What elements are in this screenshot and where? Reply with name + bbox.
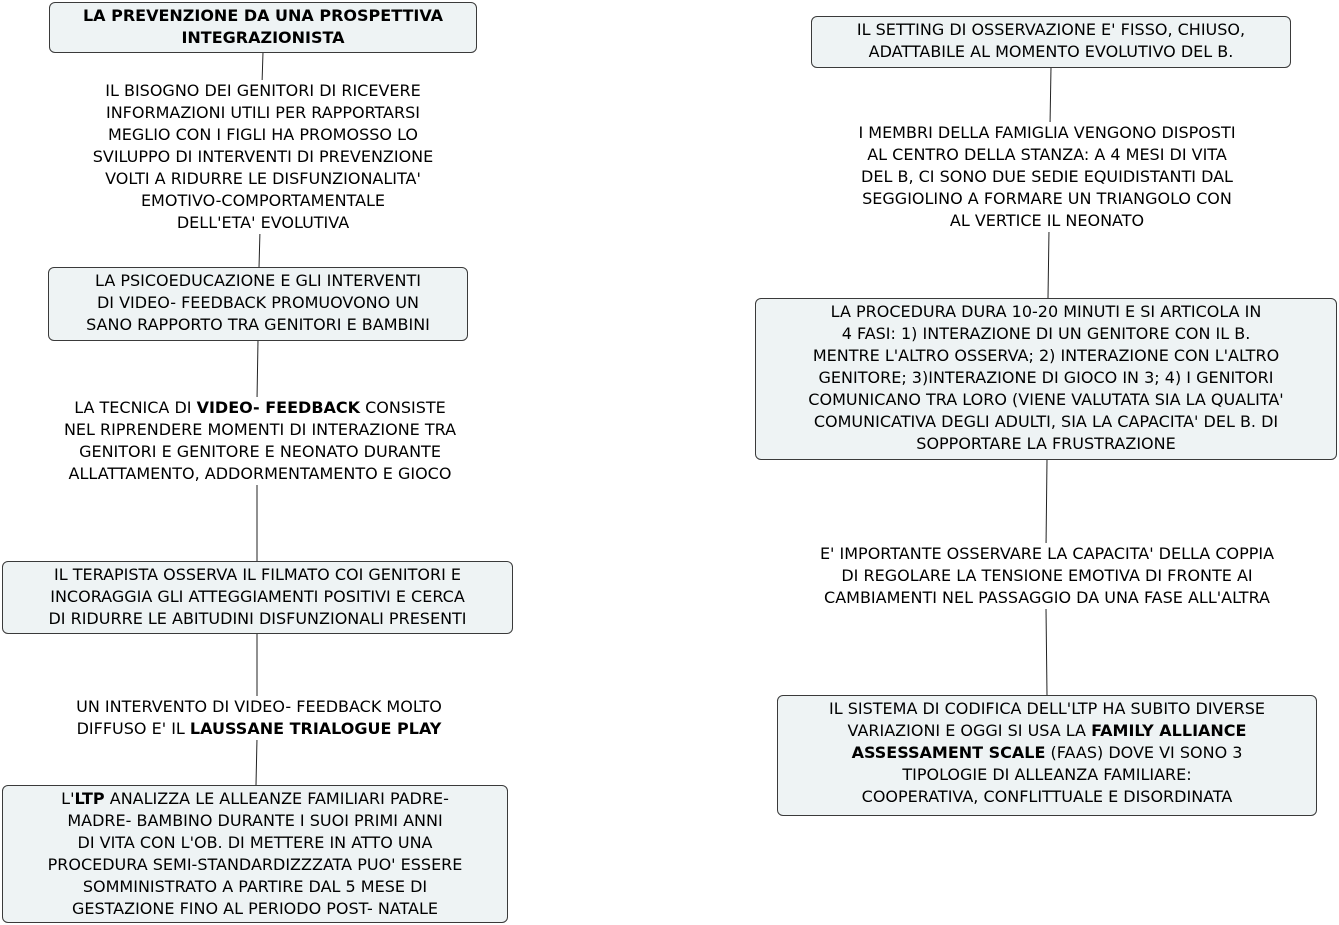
psychoeducation-node[interactable]: LA PSICOEDUCAZIONE E GLI INTERVENTI DI VIDEO- FEEDBACK PROMUOVONO UN SANO RAPPORTO TRA GENITORI E BAMBINI xyxy=(48,267,468,341)
ltp-intro-line-1: UN INTERVENTO DI VIDEO- FEEDBACK MOLTO xyxy=(76,697,442,716)
connector-line xyxy=(257,340,258,400)
connector-line xyxy=(1046,459,1047,548)
root-topic-line-2: INTEGRAZIONISTA xyxy=(181,28,345,47)
coding-line-3: ASSESSAMENT SCALE (FAAS) DOVE VI SONO 3 xyxy=(851,743,1243,762)
video-feedback-rest: NEL RIPRENDERE MOMENTI DI INTERAZIONE TRA GENITORI E GENITORE E NEONATO DURANTE ALLATTAMENTO, ADDORMENTAMENTO E GIOCO xyxy=(63,420,457,483)
coding-line-1: IL SISTEMA DI CODIFICA DELL'LTP HA SUBITO DIVERSE xyxy=(829,699,1265,718)
therapist-node[interactable]: IL TERAPISTA OSSERVA IL FILMATO COI GENITORI E INCORAGGIA GLI ATTEGGIAMENTI POSITIVI E CERCA DI RIDURRE LE ABITUDINI DISFUNZIONALI PRESENTI xyxy=(2,561,513,634)
ltp-acronym: LTP xyxy=(74,789,105,808)
faas-bold-2: ASSESSAMENT SCALE xyxy=(851,743,1046,762)
link-text-family-members: I MEMBRI DELLA FAMIGLIA VENGONO DISPOSTI AL CENTRO DELLA STANZA: A 4 MESI DI VITA DEL B, CI SONO DUE SEDIE EQUIDISTANTI DAL SEGGIOLINO A FORMARE UN TRIANGOLO CON AL VERTICE IL NEONATO xyxy=(810,122,1284,232)
connector-line xyxy=(259,230,260,268)
connector-line xyxy=(1046,608,1047,695)
coding-line-2: VARIAZIONI E OGGI SI USA LA FAMILY ALLIANCE xyxy=(847,721,1247,740)
coding-system-node[interactable] xyxy=(777,695,1317,816)
connector-line xyxy=(256,738,257,785)
ltp-intro-line-2: DIFFUSO E' IL LAUSSANE TRIALOGUE PLAY xyxy=(76,719,442,738)
video-feedback-line-1: LA TECNICA DI VIDEO- FEEDBACK CONSISTE xyxy=(74,398,446,417)
link-text-video-feedback xyxy=(18,397,502,485)
procedure-node[interactable]: LA PROCEDURA DURA 10-20 MINUTI E SI ARTICOLA IN 4 FASI: 1) INTERAZIONE DI UN GENITORE CON IL B. MENTRE L'ALTRO OSSERVA; 2) INTERAZIONE CON L'ALTRO GENITORE; 3)INTERAZIONE DI GIOCO IN 3; 4) I GENITORI COMUNICANO TRA LORO (VIENE VALUTATA SIA LA QUALITA' COMUNICATIVA DEGLI ADULTI, SIA LA CAPACITA' DEL B. DI SOPPORTARE LA FRUSTRAZIONE xyxy=(755,298,1337,460)
ltp-analysis-rest: MADRE- BAMBINO DURANTE I SUOI PRIMI ANNI DI VITA CON L'OB. DI METTERE IN ATTO UNA PROCEDURA SEMI-STANDARDIZZZATA PUO' ESSERE SOMMINISTRATO A PARTIRE DAL 5 MESE DI GESTAZIONE FINO AL PERIODO POST- NATALE xyxy=(47,811,463,918)
ltp-analysis-line-1: L'LTP ANALIZZA LE ALLEANZE FAMILIARI PADRE- xyxy=(61,789,449,808)
ltp-analysis-node[interactable] xyxy=(2,785,508,923)
video-feedback-bold: VIDEO- FEEDBACK xyxy=(196,398,361,417)
coding-rest: TIPOLOGIE DI ALLEANZA FAMILIARE: COOPERATIVA, CONFLITTUALE E DISORDINATA xyxy=(861,765,1233,806)
setting-node[interactable]: IL SETTING DI OSSERVAZIONE E' FISSO, CHIUSO, ADATTABILE AL MOMENTO EVOLUTIVO DEL B. xyxy=(811,16,1291,68)
ltp-bold: LAUSSANE TRIALOGUE PLAY xyxy=(189,719,442,738)
link-text-couple-capacity: E' IMPORTANTE OSSERVARE LA CAPACITA' DELLA COPPIA DI REGOLARE LA TENSIONE EMOTIVA DI FRONTE AI CAMBIAMENTI NEL PASSAGGIO DA UNA FASE ALL'ALTRA xyxy=(770,543,1324,609)
faas-bold-1: FAMILY ALLIANCE xyxy=(1091,721,1247,740)
connector-line xyxy=(1048,230,1049,298)
link-text-parent-needs: IL BISOGNO DEI GENITORI DI RICEVERE INFORMAZIONI UTILI PER RAPPORTARSI MEGLIO CON I FIGLI HA PROMOSSO LO SVILUPPO DI INTERVENTI DI PREVENZIONE VOLTI A RIDURRE LE DISFUNZIONALITA' EMOTIVO-COMPORTAMENTALE DELL'ETA' EVOLUTIVA xyxy=(52,80,474,234)
root-topic-node[interactable] xyxy=(49,2,477,53)
root-topic-line-1: LA PREVENZIONE DA UNA PROSPETTIVA xyxy=(82,6,444,25)
connector-line xyxy=(1050,67,1051,126)
link-text-ltp-intro xyxy=(30,696,488,740)
